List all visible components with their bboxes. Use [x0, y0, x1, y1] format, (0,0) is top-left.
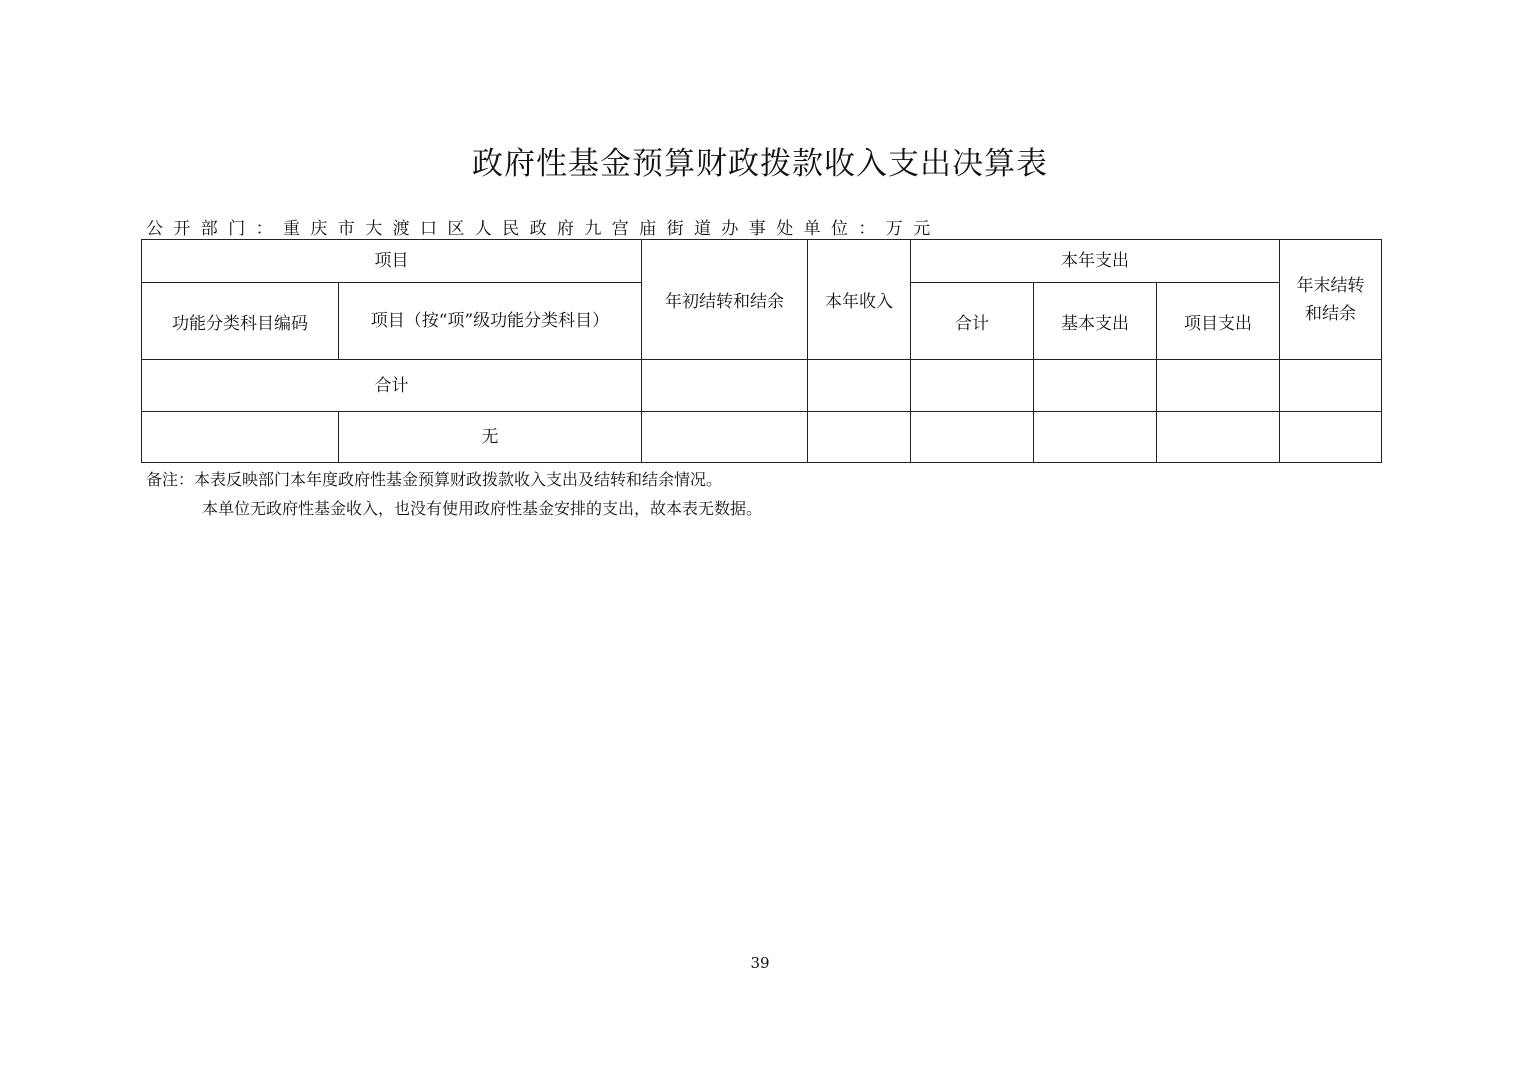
row-exp-basic	[1034, 412, 1157, 463]
total-row-label: 合计	[142, 360, 642, 412]
note-line-1: 备注：本表反映部门本年度政府性基金预算财政拨款收入支出及结转和结余情况。	[146, 470, 723, 489]
header-row-1	[142, 240, 1382, 283]
header-income: 本年收入	[808, 240, 911, 360]
row-function-code	[142, 412, 339, 463]
department-unit-line: 公开部门：重庆市大渡口区人民政府九宫庙街道办事处单位：万元	[146, 219, 941, 239]
report-table	[141, 239, 1382, 463]
total-exp-total	[911, 360, 1034, 412]
table-row	[142, 412, 1382, 463]
page-title: 政府性基金预算财政拨款收入支出决算表	[472, 146, 1048, 182]
header-exp-basic: 基本支出	[1034, 283, 1157, 360]
row-item: 无	[339, 412, 642, 463]
page-number: 39	[750, 954, 770, 972]
header-function-code: 功能分类科目编码	[142, 283, 339, 360]
notes	[146, 465, 762, 523]
header-opening-balance: 年初结转和结余	[642, 240, 808, 360]
row-closing-balance	[1280, 412, 1382, 463]
row-exp-total	[911, 412, 1034, 463]
total-row	[142, 360, 1382, 412]
header-exp-project: 项目支出	[1157, 283, 1280, 360]
note-line-2: 本单位无政府性基金收入，也没有使用政府性基金安排的支出，故本表无数据。	[202, 499, 763, 518]
total-income	[808, 360, 911, 412]
total-exp-project	[1157, 360, 1280, 412]
header-item: 项目（按“项”级功能分类科目）	[339, 283, 642, 360]
row-opening-balance	[642, 412, 808, 463]
total-exp-basic	[1034, 360, 1157, 412]
row-income	[808, 412, 911, 463]
header-expenditure: 本年支出	[911, 240, 1280, 283]
header-exp-total: 合计	[911, 283, 1034, 360]
header-project: 项目	[142, 240, 642, 283]
row-exp-project	[1157, 412, 1280, 463]
header-closing-balance: 年末结转和结余	[1280, 240, 1382, 360]
total-closing-balance	[1280, 360, 1382, 412]
total-opening-balance	[642, 360, 808, 412]
